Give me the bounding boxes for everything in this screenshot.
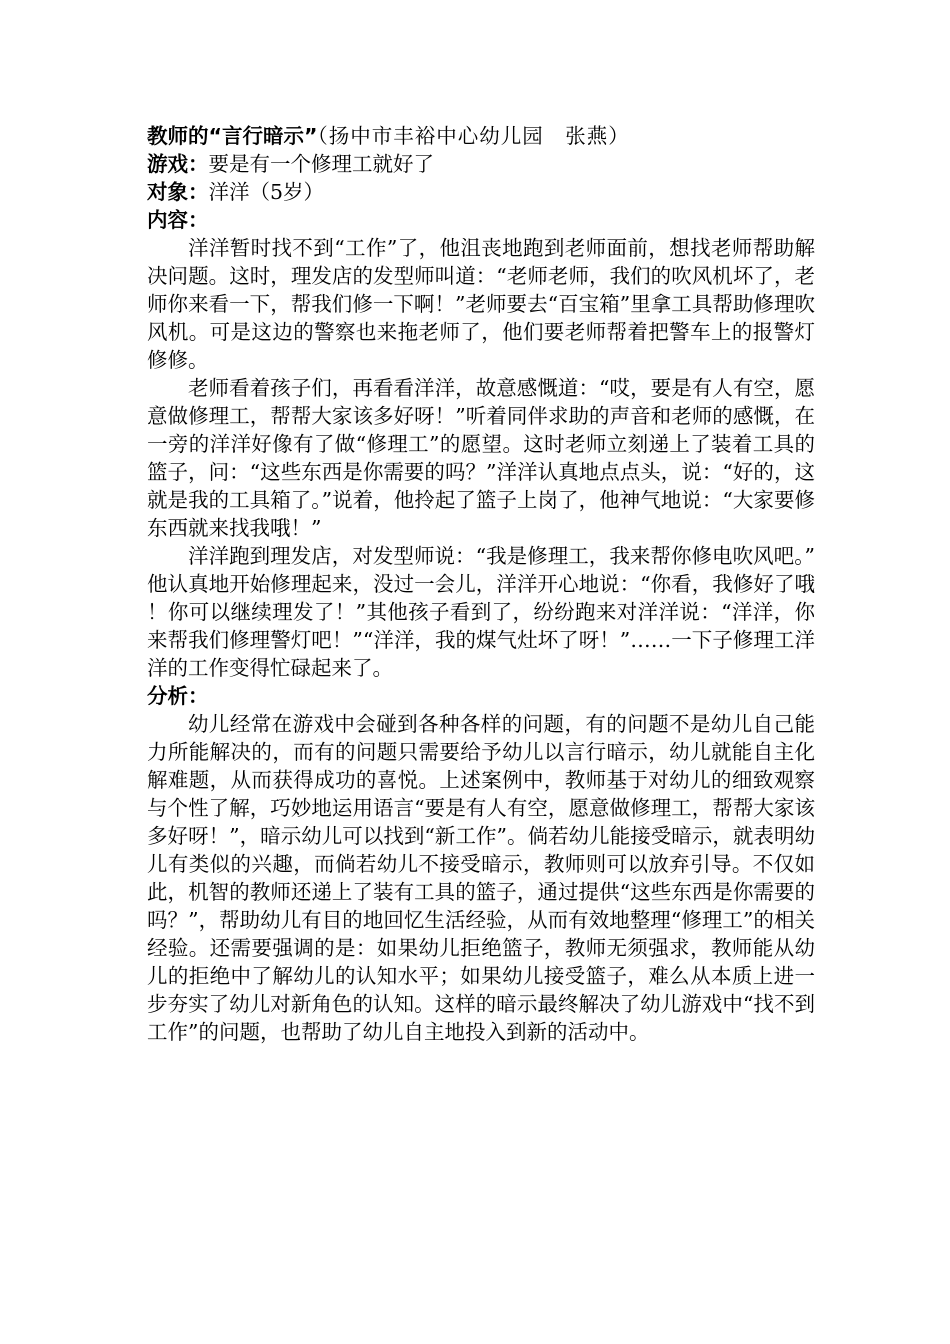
analysis-paragraph: 幼儿经常在游戏中会碰到各种各样的问题，有的问题不是幼儿自己能力所能解决的，而有的问题只需要给予幼儿以言行暗示，幼儿就能自主化解难题，从而获得成功的喜悦。上述案例中，教师基于对幼儿的细致观察与个性了解，巧妙地运用语言“要是有人有空，愿意做修理工，帮帮大家该多好呀！”，暗示幼儿可以找到“新工作”。倘若幼儿能接受暗示，就表明幼儿有类似的兴趣，而倘若幼儿不接受暗示，教师则可以放弃引导。不仅如此，机智的教师还递上了装有工具的篮子，通过提供“这些东西是你需要的吗？”，帮助幼儿有目的地回忆生活经验，从而有效地整理“修理工”的相关经验。还需要强调的是：如果幼儿拒绝篮子，教师无须强求，教师能从幼儿的拒绝中了解幼儿的认知水平；如果幼儿接受篮子，难么从本质上进一步夯实了幼儿对新角色的认知。这样的暗示最终解决了幼儿游戏中“找不到工作”的问题，也帮助了幼儿自主地投入到新的活动中。 xyxy=(147,712,815,1044)
content-label: 内容： xyxy=(147,208,209,232)
article-title: 教师的“言行暗示” xyxy=(147,124,318,148)
subject-line xyxy=(147,178,815,206)
content-paragraph: 老师看着孩子们，再看看洋洋，故意感慨道：“哎，要是有人有空，愿意做修理工，帮帮大家该多好呀！”听着同伴求助的声音和老师的感慨，在一旁的洋洋好像有了做“修理工”的愿望。这时老师立刻递上了装着工具的篮子，问：“这些东西是你需要的吗？”洋洋认真地点点头，说：“好的，这就是我的工具箱了。”说着，他拎起了篮子上岗了，他神气地说：“大家要修东西就来找我哦！” xyxy=(147,376,815,540)
article-source: （扬中市丰裕中心幼儿园 张燕） xyxy=(317,124,630,148)
subject-value: 洋洋（5岁） xyxy=(208,180,325,204)
game-value: 要是有一个修理工就好了 xyxy=(208,152,434,176)
title-line xyxy=(147,122,815,150)
game-label: 游戏： xyxy=(147,152,209,176)
subject-label: 对象： xyxy=(147,180,209,204)
content-paragraph: 洋洋暂时找不到“工作”了，他沮丧地跑到老师面前，想找老师帮助解决问题。这时，理发店的发型师叫道：“老师老师，我们的吹风机坏了，老师你来看一下，帮我们修一下啊！”老师要去“百宝箱”里拿工具帮助修理吹风机。可是这边的警察也来拖老师了，他们要老师帮着把警车上的报警灯修修。 xyxy=(147,236,815,372)
content-paragraph: 洋洋跑到理发店，对发型师说：“我是修理工，我来帮你修电吹风吧。”他认真地开始修理起来，没过一会儿，洋洋开心地说：“你看，我修好了哦！你可以继续理发了！”其他孩子看到了，纷纷跑来对洋洋说：“洋洋，你来帮我们修理警灯吧！”“洋洋，我的煤气灶坏了呀！”……一下子修理工洋洋的工作变得忙碌起来了。 xyxy=(147,544,815,680)
document-body xyxy=(147,122,815,1046)
analysis-heading xyxy=(147,682,815,710)
content-heading xyxy=(147,206,815,234)
analysis-label: 分析： xyxy=(147,684,209,708)
game-line xyxy=(147,150,815,178)
